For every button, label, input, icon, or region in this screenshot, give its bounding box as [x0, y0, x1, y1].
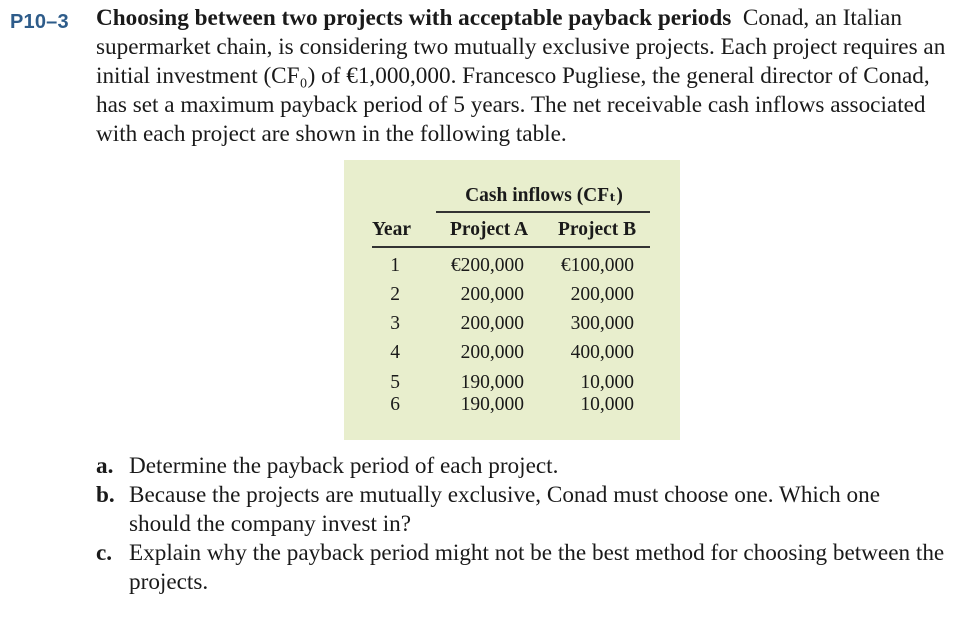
question-item	[96, 481, 946, 539]
cell-project-a: 190,000	[460, 394, 524, 415]
table-content	[344, 160, 680, 440]
cell-project-b: 10,000	[580, 394, 634, 415]
problem-title: Choosing between two projects with acceptable payback periods	[96, 5, 732, 31]
cell-project-a: 200,000	[460, 313, 524, 334]
problem-label: P10–3	[10, 11, 69, 33]
cell-project-a: 200,000	[460, 342, 524, 363]
cell-project-a: 200,000	[460, 284, 524, 305]
questions-list	[96, 452, 946, 597]
problem-intro	[96, 4, 946, 149]
cell-project-b: 200,000	[570, 284, 634, 305]
question-text: Determine the payback period of each project.	[129, 453, 559, 479]
cell-project-a: €200,000	[450, 255, 524, 276]
cell-year: 6	[390, 394, 400, 415]
question-label: b.	[96, 482, 115, 508]
header-rule	[372, 246, 650, 248]
cell-project-b: 400,000	[570, 342, 634, 363]
cash-inflow-table	[344, 160, 680, 440]
cell-year: 3	[390, 313, 400, 334]
question-item	[96, 452, 946, 481]
header-project-a: Project A	[450, 219, 529, 240]
cell-year: 5	[390, 372, 400, 393]
question-item	[96, 539, 946, 597]
table-caption: Cash inflows (CFₜ)	[465, 185, 623, 206]
cell-year: 1	[390, 255, 400, 276]
cell-project-b: 300,000	[570, 313, 634, 334]
question-label: c.	[96, 540, 113, 566]
caption-rule	[436, 211, 650, 213]
question-label: a.	[96, 453, 114, 479]
cell-project-b: 10,000	[580, 372, 634, 393]
cell-year: 2	[390, 284, 400, 305]
cell-year: 4	[390, 342, 400, 363]
question-text: Explain why the payback period might not be the best method for choosing between the projects.	[129, 540, 945, 595]
header-year: Year	[372, 219, 411, 240]
problem-text: Conad, an Italian supermarket chain, is considering two mutually exclusive projects. Each project requires an initial investment (CF₀) of €1,000,000. Francesco Pugliese, the general director of Conad, has set a maximum payback period of 5 years. The net receivable cash inflows associated with each project are shown in the following table.	[96, 5, 946, 147]
cell-project-b: €100,000	[560, 255, 634, 276]
header-project-b: Project B	[558, 219, 637, 240]
cell-project-a: 190,000	[460, 372, 524, 393]
question-text: Because the projects are mutually exclusive, Conad must choose one. Which one should the company invest in?	[129, 482, 881, 537]
